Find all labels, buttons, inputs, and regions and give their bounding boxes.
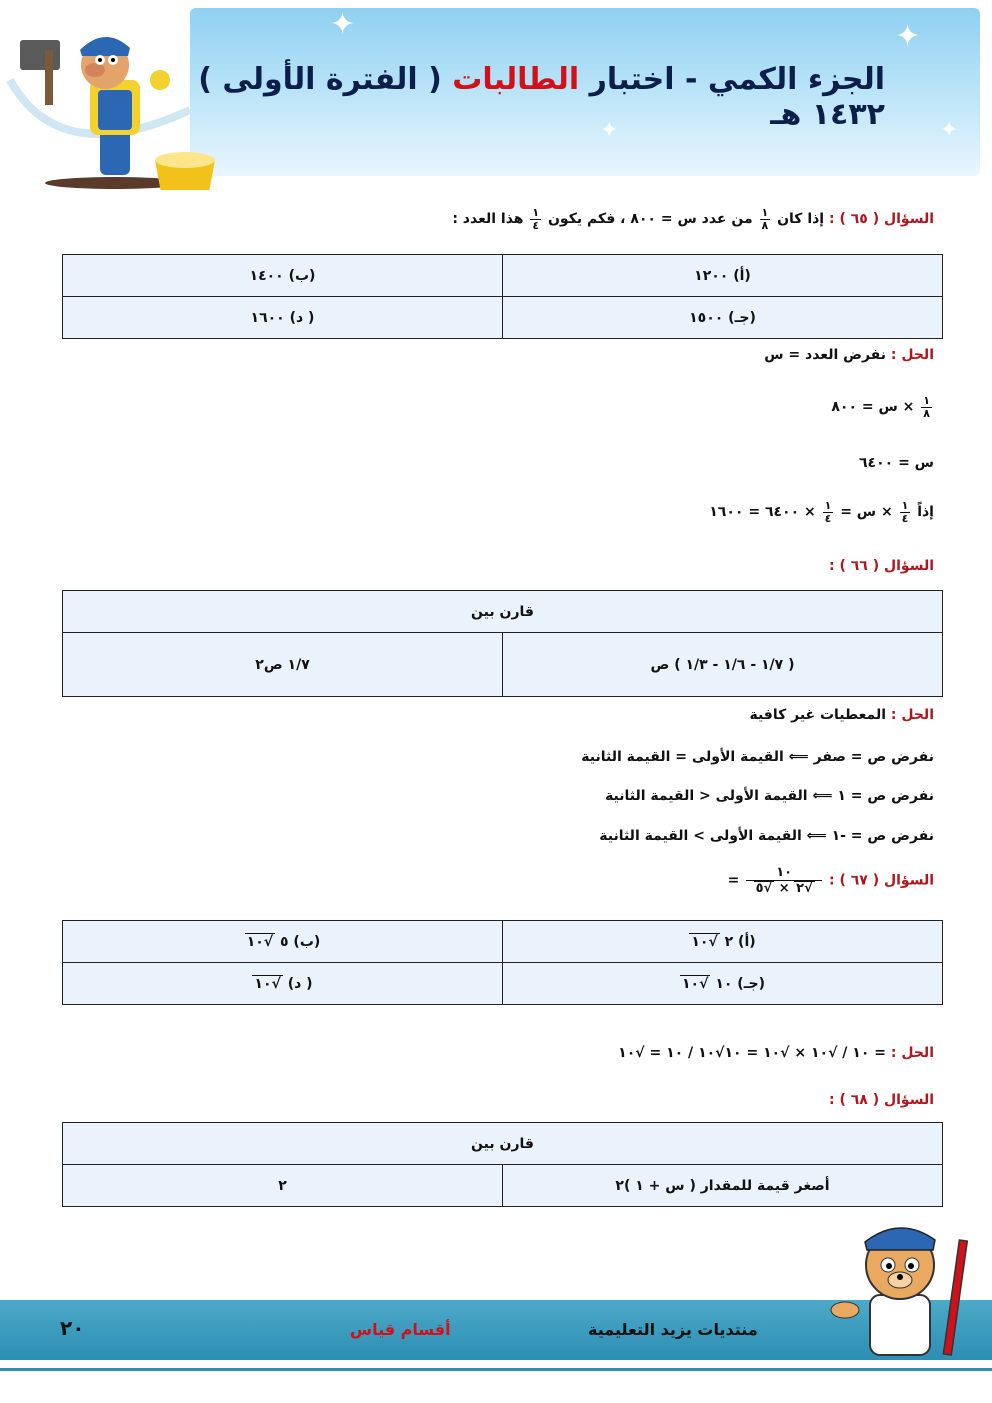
option-d[interactable]: ( د) √ ١٠ <box>63 963 503 1005</box>
option-b[interactable]: (ب) ٥ √ ١٠ <box>63 921 503 963</box>
cleaner-mascot-icon <box>0 20 230 190</box>
fraction: $\frac{١}{٨}$ <box>761 206 769 232</box>
q67-fraction: ١٠ √ ٢ × √ ٥ <box>746 866 822 895</box>
option-d[interactable]: ( د) ١٦٠٠ <box>63 297 503 339</box>
compare-col1: أصغر قيمة للمقدار ( س + ١ )٢ <box>503 1165 943 1207</box>
compare-header: قارن بين <box>63 1123 943 1165</box>
section-name: أقسام قياس <box>350 1320 451 1339</box>
sparkle-icon: ✦ <box>895 19 921 54</box>
q66-compare-table <box>62 590 943 697</box>
option-c[interactable]: (جـ) ١٥٠٠ <box>503 297 943 339</box>
q66-solution-line2: نفرض ص = صفر ⟸ القيمة الأولى = القيمة الثانية <box>581 749 934 765</box>
question-67: السؤال ( ٦٧ ) : ١٠ √ ٢ × √ ٥ = <box>728 866 934 895</box>
q65-solution-line4: إذاً $\frac{١}{٤}$ × س = $\frac{١}{٤}$ × ٦٤٠٠ = ١٦٠٠ <box>709 499 934 525</box>
forum-name: منتديات يزيد التعليمية <box>588 1320 758 1339</box>
compare-col2: ٢ <box>63 1165 503 1207</box>
option-a[interactable]: (أ) ٢ √ ١٠ <box>503 921 943 963</box>
question-68: السؤال ( ٦٨ ) : <box>828 1092 934 1108</box>
q65-options-table <box>62 254 943 339</box>
option-c[interactable]: (جـ) ١٠ √ ١٠ <box>503 963 943 1005</box>
sparkle-icon: ✦ <box>940 118 959 143</box>
bear-mascot-icon <box>825 1210 975 1360</box>
q68-compare-table <box>62 1122 943 1207</box>
compare-col1: ( ١/٧ - ١/٦ - ١/٣ ) ص <box>503 633 943 697</box>
compare-header: قارن بين <box>63 591 943 633</box>
footer-divider <box>0 1368 992 1371</box>
q66-solution-line3: نفرض ص = ١ ⟸ القيمة الأولى < القيمة الثانية <box>605 788 934 804</box>
q66-solution-line4: نفرض ص = -١ ⟸ القيمة الأولى > القيمة الثانية <box>599 828 934 844</box>
sparkle-icon: ✦ <box>600 118 619 143</box>
q65-solution-line2: $\frac{١}{٨}$ × س = ٨٠٠ <box>831 394 930 420</box>
fraction: $\frac{١}{٤}$ <box>532 206 540 232</box>
question-66: السؤال ( ٦٦ ) : <box>828 558 934 574</box>
sparkle-icon: ✦ <box>330 7 356 42</box>
q67-options-table <box>62 920 943 1005</box>
q65-solution-line3: س = ٦٤٠٠ <box>859 455 934 471</box>
q67-solution: الحل : = ١٠ / √١٠ × √١٠ = ١٠√١٠ / ١٠ = √١٠ <box>618 1045 934 1061</box>
question-65: السؤال ( ٦٥ ) : إذا كان $\frac{١}{٨}$ من عدد س = ٨٠٠ ، فكم يكون $\frac{١}{٤}$ هذا العدد : <box>452 206 934 232</box>
option-a[interactable]: (أ) ١٢٠٠ <box>503 255 943 297</box>
page-title: الجزء الكمي - اختبار الطالبات ( الفترة الأولى ) ١٤٣٢ هـ <box>198 62 885 132</box>
page-number: ٢٠ <box>60 1316 85 1340</box>
option-b[interactable]: (ب) ١٤٠٠ <box>63 255 503 297</box>
q66-solution-line1: الحل : المعطيات غير كافية <box>749 707 934 723</box>
compare-col2: ١/٧ ص٢ <box>63 633 503 697</box>
q65-solution-line1: الحل : نفرض العدد = س <box>764 347 934 363</box>
